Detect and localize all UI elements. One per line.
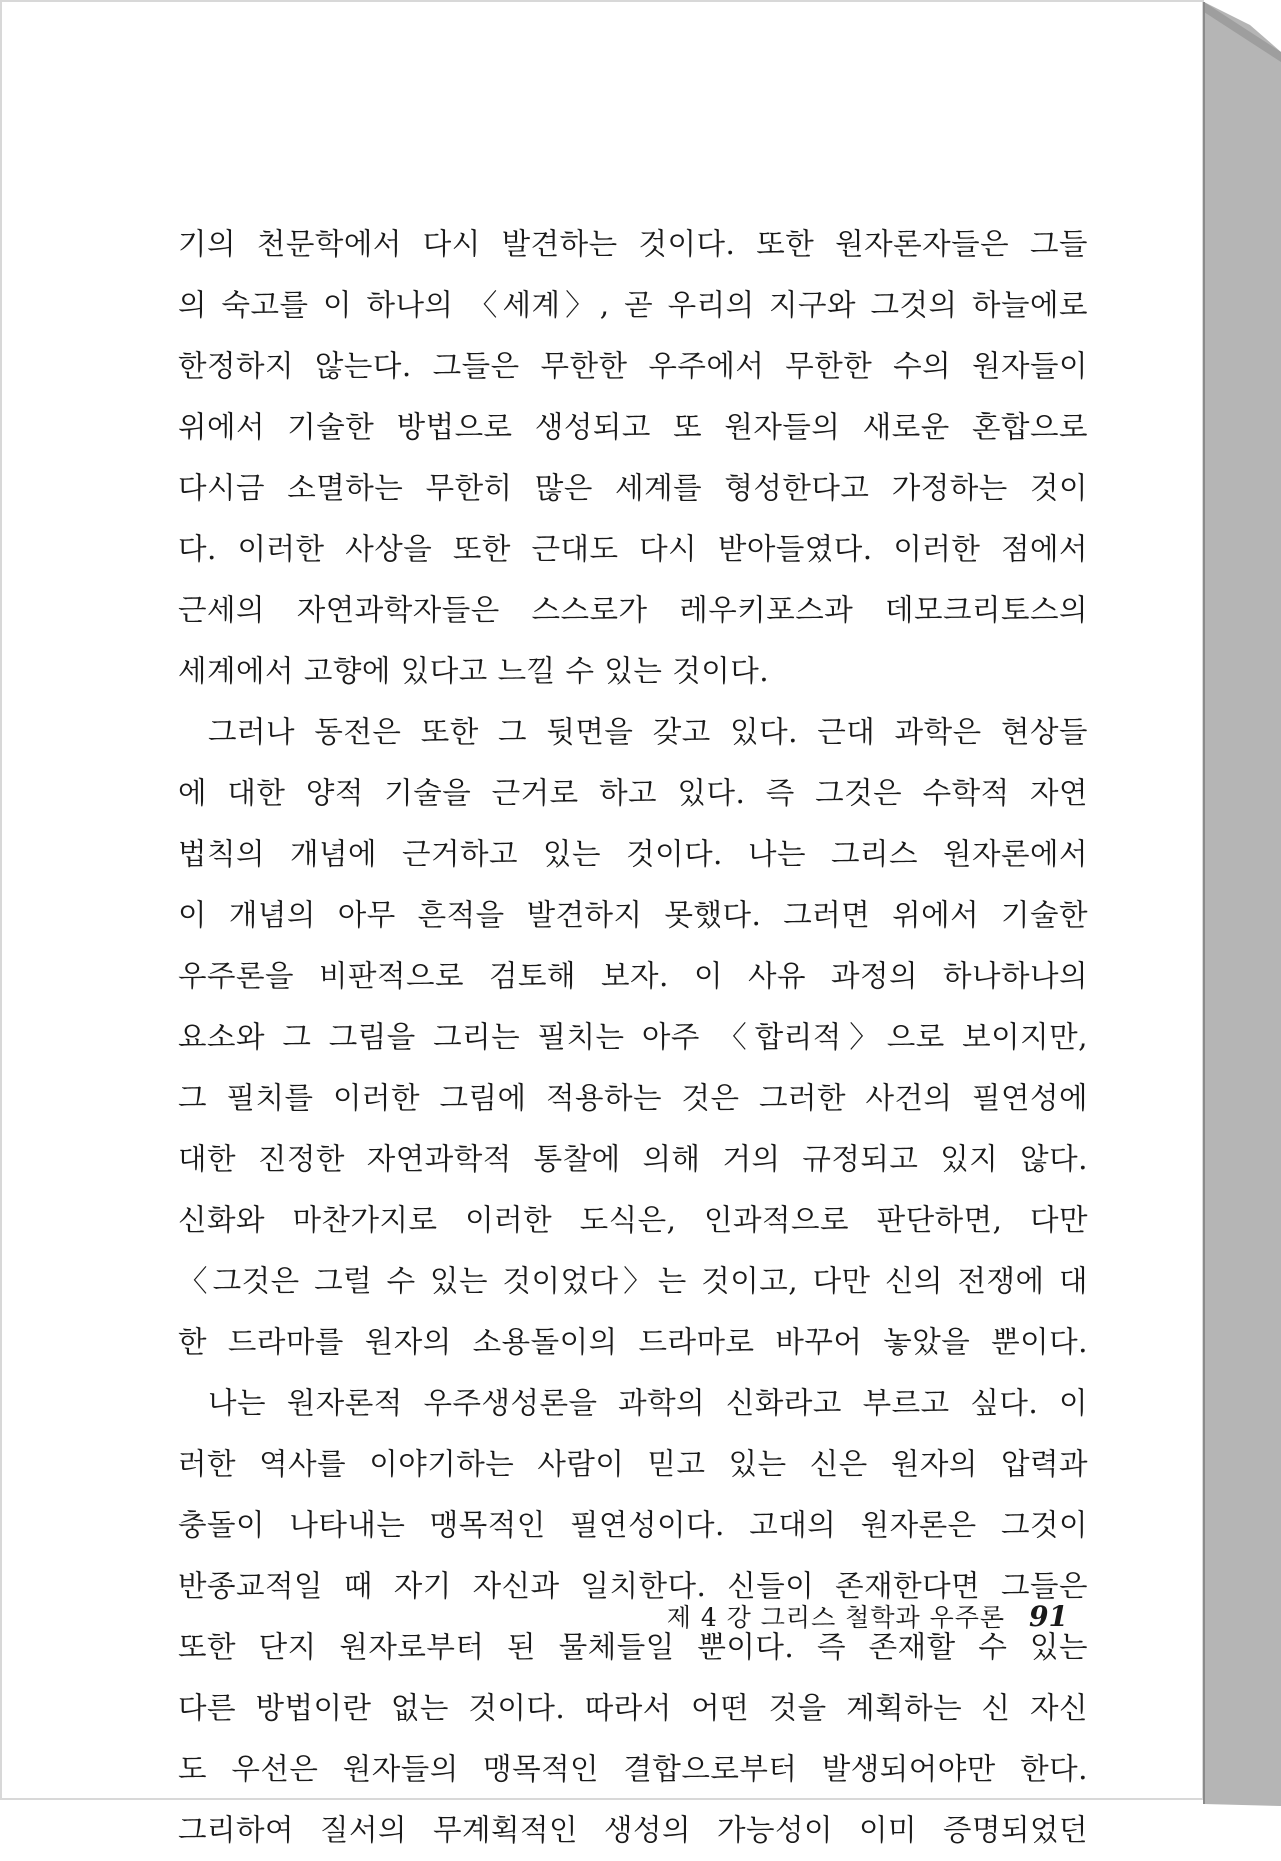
text-line: 러한 역사를 이야기하는 사람이 믿고 있는 신은 원자의 압력과 <box>178 1447 1088 1481</box>
book-side-face <box>1204 2 1281 1806</box>
text-line: 도 우선은 원자들의 맹목적인 결합으로부터 발생되어야만 한다. <box>178 1752 1088 1786</box>
text-line: 법칙의 개념에 근거하고 있는 것이다. 나는 그리스 원자론에서 <box>178 837 1088 871</box>
book-top-edge <box>1204 2 1281 62</box>
text-line: 근세의 자연과학자들은 스스로가 레우키포스과 데모크리토스의 <box>178 593 1088 627</box>
text-line: 그 필치를 이러한 그림에 적용하는 것은 그러한 사건의 필연성에 <box>178 1081 1088 1115</box>
text-line: 충돌이 나타내는 맹목적인 필연성이다. 고대의 원자론은 그것이 <box>178 1508 1088 1542</box>
page-footer <box>638 1594 1068 1638</box>
text-line: 대한 진정한 자연과학적 통찰에 의해 거의 규정되고 있지 않다. <box>178 1142 1088 1176</box>
text-line: 이 개념의 아무 흔적을 발견하지 못했다. 그러면 위에서 기술한 <box>178 898 1088 932</box>
text-line: 에 대한 양적 기술을 근거로 하고 있다. 즉 그것은 수학적 자연 <box>178 776 1088 810</box>
text-line: 반종교적일 때 자기 자신과 일치한다. 신들이 존재한다면 그들은 <box>178 1569 1088 1603</box>
text-line: 위에서 기술한 방법으로 생성되고 또 원자들의 새로운 혼합으로 <box>178 410 1088 444</box>
text-line: 그리하여 질서의 무계획적인 생성의 가능성이 이미 증명되었던 <box>178 1813 1088 1847</box>
text-line: 의 숙고를 이 하나의 〈세계〉, 곧 우리의 지구와 그것의 하늘에로 <box>178 288 1088 322</box>
text-line: 기의 천문학에서 다시 발견하는 것이다. 또한 원자론자들은 그들 <box>178 227 1088 261</box>
paragraph-start-line: 나는 원자론적 우주생성론을 과학의 신화라고 부르고 싶다. 이 <box>208 1386 1088 1420</box>
chapter-title: 제 4 강 그리스 철학과 우주론 <box>666 1603 1006 1632</box>
text-line: 요소와 그 그림을 그리는 필치는 아주 〈합리적〉으로 보이지만, <box>178 1020 1088 1054</box>
text-line: 세계에서 고향에 있다고 느낄 수 있는 것이다. <box>178 654 770 688</box>
text-line: 다른 방법이란 없는 것이다. 따라서 어떤 것을 계획하는 신 자신 <box>178 1691 1088 1725</box>
paragraph-start-line: 그러나 동전은 또한 그 뒷면을 갖고 있다. 근대 과학은 현상들 <box>208 715 1088 749</box>
text-line: 다시금 소멸하는 무한히 많은 세계를 형성한다고 가정하는 것이 <box>178 471 1088 505</box>
text-line: 우주론을 비판적으로 검토해 보자. 이 사유 과정의 하나하나의 <box>178 959 1088 993</box>
text-line: 한 드라마를 원자의 소용돌이의 드라마로 바꾸어 놓았을 뿐이다. <box>178 1325 1088 1359</box>
text-line: 〈그것은 그럴 수 있는 것이었다〉는 것이고, 다만 신의 전쟁에 대 <box>178 1264 1088 1298</box>
text-line: 신화와 마찬가지로 이러한 도식은, 인과적으로 판단하면, 다만 <box>178 1203 1088 1237</box>
text-line: 또한 단지 원자로부터 된 물체들일 뿐이다. 즉 존재할 수 있는 <box>178 1630 1088 1664</box>
page-number: 91 <box>1029 1599 1068 1633</box>
text-line: 한정하지 않는다. 그들은 무한한 우주에서 무한한 수의 원자들이 <box>178 349 1088 383</box>
text-line: 다. 이러한 사상을 또한 근대도 다시 받아들였다. 이러한 점에서 <box>178 532 1088 566</box>
